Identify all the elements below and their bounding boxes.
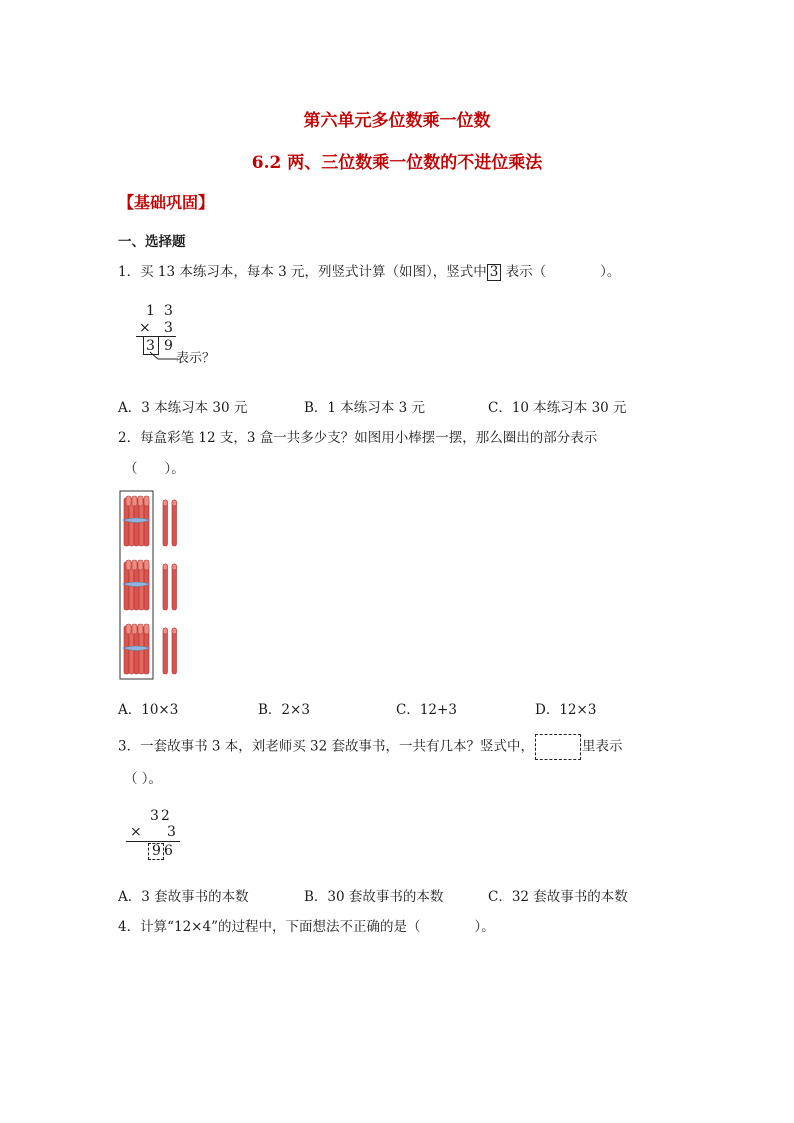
question-3-option-c[interactable]: C．32 套故事书的本数: [488, 889, 628, 905]
question-1-vertical-calc: [130, 300, 250, 370]
question-3-vertical-calc: [122, 805, 202, 865]
calc1-row1-ones: 3: [164, 303, 173, 319]
calc1-result-ones: 9: [164, 338, 173, 354]
calc3-line: [126, 841, 180, 842]
calc1-note: 表示？: [176, 351, 216, 366]
part-heading: 一、选择题: [118, 234, 186, 250]
calc3-row1: 32: [150, 808, 172, 824]
question-3-dashed-box: [535, 734, 581, 760]
question-1-text: 1．买 13 本练习本，每本 3 元，列竖式计算（如图），竖式中: [118, 264, 487, 280]
question-4: 4．计算“12×4”的过程中，下面想法不正确的是（ ）。: [118, 919, 495, 935]
calc3-row2: 3: [167, 824, 176, 840]
question-1-option-b[interactable]: B．1 本练习本 3 元: [304, 400, 425, 416]
question-2-option-d[interactable]: D．12×3: [535, 702, 597, 718]
calc1-row2: 3: [164, 320, 173, 336]
question-1-boxed-digit: 3: [487, 264, 502, 281]
calc1-row1-tens: 1: [146, 303, 155, 319]
question-3-option-b[interactable]: B．30 套故事书的本数: [304, 889, 444, 905]
lesson-title: 6.2 两、三位数乘一位数的不进位乘法: [251, 153, 543, 173]
question-3-option-a[interactable]: A．3 套故事书的本数: [118, 889, 249, 905]
question-3-text-end: 里表示: [582, 738, 623, 755]
question-3-text: 3．一套故事书 3 本，刘老师买 32 套故事书，一共有几本？竖式中，: [118, 738, 535, 755]
question-2-option-a[interactable]: A．10×3: [118, 702, 179, 718]
question-1-option-c[interactable]: C．10 本练习本 30 元: [488, 400, 627, 416]
question-2-option-c[interactable]: C．12+3: [396, 702, 457, 718]
calc1-pointer-line: [148, 350, 178, 362]
question-2-line-2: （ ）。: [124, 461, 185, 477]
unit-title: 第六单元多位数乘一位数: [303, 111, 491, 131]
question-2-line-1: 2．每盒彩笔 12 支，3 盒一共多少支？如图用小棒摆一摆，那么圈出的部分表示: [118, 430, 598, 446]
question-1-text-end: 表示（ ）。: [501, 264, 621, 280]
question-1: [118, 260, 620, 281]
calc3-result-ones: 6: [164, 843, 173, 859]
calc1-times-sign: ×: [139, 320, 151, 336]
calc3-result-tens: 9: [152, 843, 161, 859]
sticks-picture: [118, 490, 188, 682]
question-3-line-1: [118, 734, 623, 760]
calc1-result-tens: 3: [146, 338, 155, 354]
question-3-line-2: （ ）。: [124, 771, 163, 787]
question-1-option-a[interactable]: A．3 本练习本 30 元: [118, 400, 248, 416]
section-heading: 【基础巩固】: [118, 193, 215, 212]
question-2-option-b[interactable]: B．2×3: [258, 702, 310, 718]
calc3-times-sign: ×: [130, 824, 142, 840]
